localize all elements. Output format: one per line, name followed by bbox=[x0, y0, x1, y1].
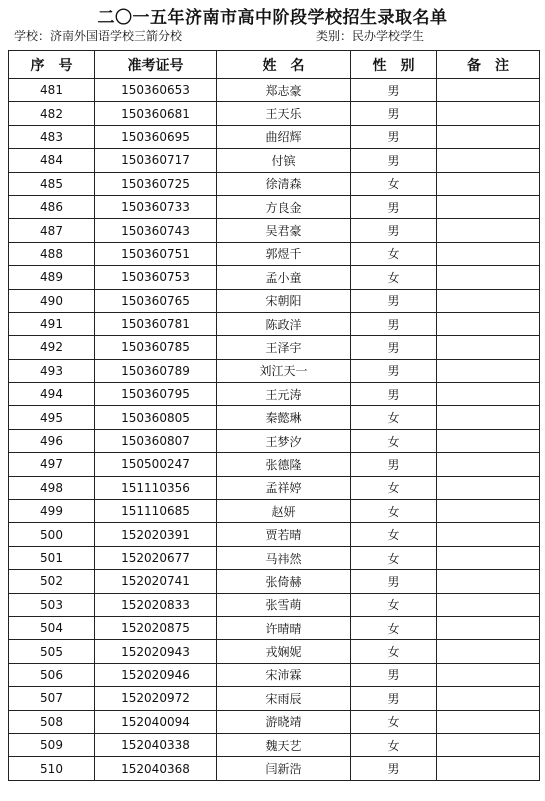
cell-exam-no: 150360717 bbox=[95, 149, 217, 172]
cell-remarks bbox=[437, 312, 540, 335]
table-row bbox=[9, 546, 540, 569]
cell-exam-no: 152020741 bbox=[95, 570, 217, 593]
cell-remarks bbox=[437, 476, 540, 499]
cell-gender: 女 bbox=[351, 406, 437, 429]
cell-gender: 男 bbox=[351, 757, 437, 780]
cell-exam-no: 150360681 bbox=[95, 102, 217, 125]
cell-remarks bbox=[437, 102, 540, 125]
cell-index: 486 bbox=[9, 195, 95, 218]
cell-gender: 男 bbox=[351, 79, 437, 102]
cell-remarks bbox=[437, 195, 540, 218]
table-row bbox=[9, 663, 540, 686]
cell-remarks bbox=[437, 593, 540, 616]
cell-gender: 女 bbox=[351, 616, 437, 639]
table-row bbox=[9, 359, 540, 382]
cell-gender: 女 bbox=[351, 266, 437, 289]
cell-remarks bbox=[437, 546, 540, 569]
cell-exam-no: 150360807 bbox=[95, 429, 217, 452]
cell-gender: 男 bbox=[351, 663, 437, 686]
header-exam-no: 准考证号 bbox=[95, 51, 217, 79]
cell-remarks bbox=[437, 570, 540, 593]
table-row bbox=[9, 640, 540, 663]
cell-gender: 男 bbox=[351, 195, 437, 218]
cell-index: 490 bbox=[9, 289, 95, 312]
cell-index: 497 bbox=[9, 453, 95, 476]
cell-name: 孟小童 bbox=[217, 266, 351, 289]
cell-exam-no: 150360805 bbox=[95, 406, 217, 429]
cell-exam-no: 150360725 bbox=[95, 172, 217, 195]
cell-index: 491 bbox=[9, 312, 95, 335]
table-row bbox=[9, 336, 540, 359]
cell-index: 489 bbox=[9, 266, 95, 289]
cell-index: 481 bbox=[9, 79, 95, 102]
cell-gender: 男 bbox=[351, 383, 437, 406]
cell-index: 503 bbox=[9, 593, 95, 616]
table-row bbox=[9, 219, 540, 242]
cell-index: 507 bbox=[9, 687, 95, 710]
cell-exam-no: 150360733 bbox=[95, 195, 217, 218]
cell-name: 戎娴妮 bbox=[217, 640, 351, 663]
table-row bbox=[9, 570, 540, 593]
cell-exam-no: 152040338 bbox=[95, 733, 217, 756]
header-remarks: 备 注 bbox=[437, 51, 540, 79]
cell-name: 宋朝阳 bbox=[217, 289, 351, 312]
cell-name: 曲绍辉 bbox=[217, 125, 351, 148]
table-row bbox=[9, 383, 540, 406]
cell-exam-no: 150360795 bbox=[95, 383, 217, 406]
table-row bbox=[9, 476, 540, 499]
cell-name: 贾若晴 bbox=[217, 523, 351, 546]
cell-gender: 女 bbox=[351, 593, 437, 616]
cell-exam-no: 152020391 bbox=[95, 523, 217, 546]
cell-index: 509 bbox=[9, 733, 95, 756]
cell-index: 500 bbox=[9, 523, 95, 546]
cell-index: 510 bbox=[9, 757, 95, 780]
cell-name: 王元涛 bbox=[217, 383, 351, 406]
cell-index: 494 bbox=[9, 383, 95, 406]
cell-gender: 女 bbox=[351, 640, 437, 663]
table-row bbox=[9, 616, 540, 639]
cell-exam-no: 150360653 bbox=[95, 79, 217, 102]
cell-index: 492 bbox=[9, 336, 95, 359]
cell-exam-no: 152020833 bbox=[95, 593, 217, 616]
cell-gender: 男 bbox=[351, 289, 437, 312]
category-label: 类别：民办学校学生 bbox=[316, 29, 425, 43]
cell-index: 482 bbox=[9, 102, 95, 125]
cell-exam-no: 151110356 bbox=[95, 476, 217, 499]
cell-remarks bbox=[437, 523, 540, 546]
cell-remarks bbox=[437, 616, 540, 639]
cell-name: 魏天艺 bbox=[217, 733, 351, 756]
cell-name: 吴君豪 bbox=[217, 219, 351, 242]
cell-index: 483 bbox=[9, 125, 95, 148]
cell-remarks bbox=[437, 242, 540, 265]
cell-name: 孟祥婷 bbox=[217, 476, 351, 499]
cell-index: 499 bbox=[9, 500, 95, 523]
cell-remarks bbox=[437, 149, 540, 172]
cell-gender: 男 bbox=[351, 125, 437, 148]
cell-name: 陈政洋 bbox=[217, 312, 351, 335]
cell-index: 498 bbox=[9, 476, 95, 499]
cell-remarks bbox=[437, 429, 540, 452]
cell-name: 张倚赫 bbox=[217, 570, 351, 593]
table-row bbox=[9, 79, 540, 102]
cell-exam-no: 150360765 bbox=[95, 289, 217, 312]
cell-index: 502 bbox=[9, 570, 95, 593]
cell-exam-no: 150360753 bbox=[95, 266, 217, 289]
cell-gender: 男 bbox=[351, 359, 437, 382]
cell-name: 闫新浩 bbox=[217, 757, 351, 780]
cell-name: 张雪萌 bbox=[217, 593, 351, 616]
table-row bbox=[9, 500, 540, 523]
cell-name: 郑志豪 bbox=[217, 79, 351, 102]
cell-remarks bbox=[437, 406, 540, 429]
page-title: 二〇一五年济南市高中阶段学校招生录取名单 bbox=[97, 8, 448, 28]
cell-exam-no: 150360743 bbox=[95, 219, 217, 242]
cell-exam-no: 151110685 bbox=[95, 500, 217, 523]
cell-remarks bbox=[437, 219, 540, 242]
cell-gender: 女 bbox=[351, 710, 437, 733]
cell-index: 496 bbox=[9, 429, 95, 452]
cell-gender: 男 bbox=[351, 570, 437, 593]
cell-name: 徐清森 bbox=[217, 172, 351, 195]
cell-name: 王泽宇 bbox=[217, 336, 351, 359]
cell-name: 王梦汐 bbox=[217, 429, 351, 452]
cell-remarks bbox=[437, 79, 540, 102]
table-row bbox=[9, 453, 540, 476]
cell-exam-no: 150360789 bbox=[95, 359, 217, 382]
table-row bbox=[9, 406, 540, 429]
table-row bbox=[9, 242, 540, 265]
cell-exam-no: 152020972 bbox=[95, 687, 217, 710]
table-row bbox=[9, 593, 540, 616]
cell-index: 493 bbox=[9, 359, 95, 382]
cell-remarks bbox=[437, 640, 540, 663]
table-row bbox=[9, 733, 540, 756]
table-row bbox=[9, 266, 540, 289]
header-index: 序 号 bbox=[9, 51, 95, 79]
header-name: 姓 名 bbox=[217, 51, 351, 79]
table-row bbox=[9, 523, 540, 546]
cell-name: 马祎然 bbox=[217, 546, 351, 569]
table-row bbox=[9, 172, 540, 195]
cell-exam-no: 150360751 bbox=[95, 242, 217, 265]
cell-gender: 男 bbox=[351, 149, 437, 172]
cell-index: 485 bbox=[9, 172, 95, 195]
table-body bbox=[9, 79, 540, 781]
cell-gender: 女 bbox=[351, 242, 437, 265]
table-row bbox=[9, 289, 540, 312]
cell-name: 游晓靖 bbox=[217, 710, 351, 733]
cell-remarks bbox=[437, 172, 540, 195]
cell-remarks bbox=[437, 359, 540, 382]
cell-gender: 男 bbox=[351, 687, 437, 710]
cell-index: 487 bbox=[9, 219, 95, 242]
cell-remarks bbox=[437, 125, 540, 148]
cell-remarks bbox=[437, 710, 540, 733]
cell-remarks bbox=[437, 336, 540, 359]
cell-exam-no: 152020677 bbox=[95, 546, 217, 569]
cell-remarks bbox=[437, 289, 540, 312]
cell-name: 宋雨辰 bbox=[217, 687, 351, 710]
table-row bbox=[9, 757, 540, 780]
table-row bbox=[9, 195, 540, 218]
cell-gender: 女 bbox=[351, 546, 437, 569]
cell-name: 赵妍 bbox=[217, 500, 351, 523]
cell-index: 501 bbox=[9, 546, 95, 569]
cell-remarks bbox=[437, 453, 540, 476]
cell-name: 张德隆 bbox=[217, 453, 351, 476]
table-row bbox=[9, 125, 540, 148]
table-header-row bbox=[9, 51, 540, 79]
table-row bbox=[9, 149, 540, 172]
cell-gender: 女 bbox=[351, 476, 437, 499]
cell-name: 郭煜千 bbox=[217, 242, 351, 265]
cell-index: 495 bbox=[9, 406, 95, 429]
cell-gender: 男 bbox=[351, 102, 437, 125]
cell-exam-no: 152040094 bbox=[95, 710, 217, 733]
cell-exam-no: 152020875 bbox=[95, 616, 217, 639]
cell-gender: 男 bbox=[351, 453, 437, 476]
cell-exam-no: 150500247 bbox=[95, 453, 217, 476]
cell-index: 505 bbox=[9, 640, 95, 663]
cell-remarks bbox=[437, 733, 540, 756]
cell-exam-no: 150360781 bbox=[95, 312, 217, 335]
cell-gender: 女 bbox=[351, 172, 437, 195]
cell-name: 付镔 bbox=[217, 149, 351, 172]
table-row bbox=[9, 312, 540, 335]
cell-gender: 女 bbox=[351, 429, 437, 452]
cell-remarks bbox=[437, 383, 540, 406]
cell-remarks bbox=[437, 266, 540, 289]
table-row bbox=[9, 710, 540, 733]
header-gender: 性 别 bbox=[351, 51, 437, 79]
cell-exam-no: 152020943 bbox=[95, 640, 217, 663]
cell-remarks bbox=[437, 500, 540, 523]
cell-remarks bbox=[437, 687, 540, 710]
cell-remarks bbox=[437, 663, 540, 686]
cell-name: 许晴晴 bbox=[217, 616, 351, 639]
cell-exam-no: 152020946 bbox=[95, 663, 217, 686]
cell-gender: 女 bbox=[351, 733, 437, 756]
cell-gender: 男 bbox=[351, 336, 437, 359]
cell-index: 508 bbox=[9, 710, 95, 733]
cell-index: 488 bbox=[9, 242, 95, 265]
cell-gender: 女 bbox=[351, 523, 437, 546]
table-row bbox=[9, 102, 540, 125]
cell-gender: 女 bbox=[351, 500, 437, 523]
table-row bbox=[9, 429, 540, 452]
cell-gender: 男 bbox=[351, 312, 437, 335]
cell-remarks bbox=[437, 757, 540, 780]
cell-index: 504 bbox=[9, 616, 95, 639]
cell-name: 王天乐 bbox=[217, 102, 351, 125]
cell-gender: 男 bbox=[351, 219, 437, 242]
cell-index: 484 bbox=[9, 149, 95, 172]
school-label: 学校：济南外国语学校三箭分校 bbox=[14, 29, 183, 43]
table-row bbox=[9, 687, 540, 710]
cell-exam-no: 150360695 bbox=[95, 125, 217, 148]
cell-name: 宋沛霖 bbox=[217, 663, 351, 686]
cell-exam-no: 150360785 bbox=[95, 336, 217, 359]
cell-name: 方良金 bbox=[217, 195, 351, 218]
cell-name: 刘江天一 bbox=[217, 359, 351, 382]
cell-exam-no: 152040368 bbox=[95, 757, 217, 780]
cell-name: 秦懿琳 bbox=[217, 406, 351, 429]
admission-table bbox=[8, 50, 540, 781]
cell-index: 506 bbox=[9, 663, 95, 686]
